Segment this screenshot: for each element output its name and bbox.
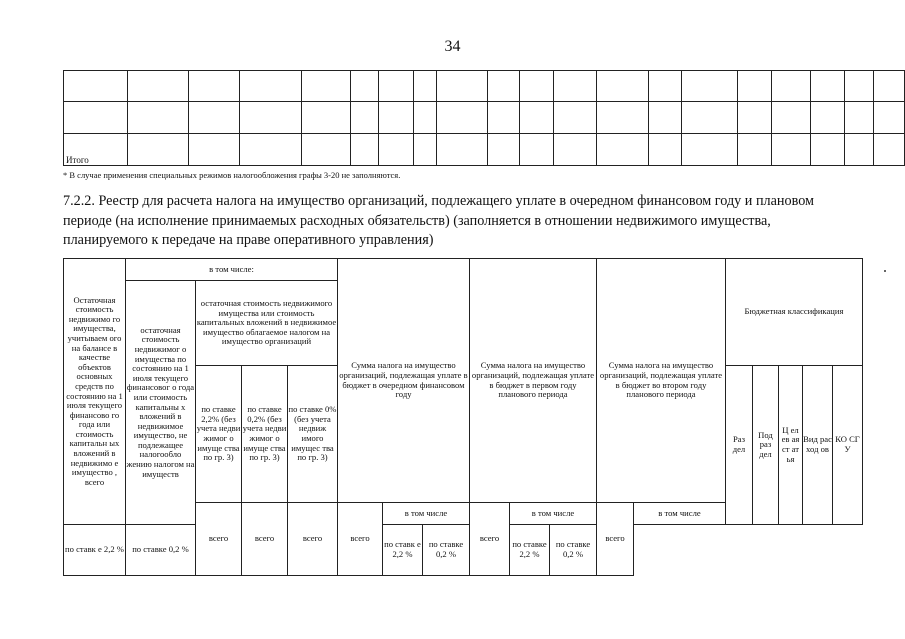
second-plan-year-rate-0-2: по ставке 0,2 %: [550, 525, 597, 576]
current-year-rate-2-2: по ставк е 2,2 %: [64, 525, 126, 576]
target-article-header: Ц ел ев ая ст ат ья: [779, 366, 803, 525]
tax-second-plan-year-header: Сумма налога на имущество организаций, подлежащая уплате в бюджет во втором году планового периода: [597, 259, 726, 503]
subsection-header: Под раз дел: [753, 366, 779, 525]
previous-registry-table: [63, 70, 905, 166]
taxable-value-group-header: остаточная стоимость недвижимого имущества или стоимость капитальных вложений в недвижимое имущество облагаемое налогом на имущество организаций: [196, 281, 338, 366]
table-row: [64, 71, 905, 102]
residual-value-header: Остаточная стоимость недвижимо го имущества, учитываем ого на балансе в качестве объектов основных средств по состоянию на 1 июля текущего финансово го года или стоимость капитальн ых вложений в недвижимо е имущество , всего: [64, 259, 126, 525]
rate-2-2-total: всего: [196, 503, 242, 576]
second-plan-year-including: в том числе: [634, 503, 726, 525]
table-row-total: [64, 134, 905, 166]
current-year-rate-0-2: по ставке 0,2 %: [126, 525, 196, 576]
rate-0-header: по ставке 0% (без учета недвиж имого имущес тва по гр. 3): [288, 366, 338, 503]
tax-current-year-header: Сумма налога на имущество организаций, подлежащая уплате в бюджет в очередном финансовом году: [338, 259, 470, 503]
expense-type-header: Вид рас ход ов: [803, 366, 833, 525]
not-taxable-value-header: остаточная стоимость недвижимог о имущества по состоянию на 1 июля текущего финансовог о года или стоимость капитальны х вложений в недвижимое имущество, не подлежащее налогообло жению налогом на имуществ: [126, 281, 196, 525]
tax-first-plan-year-header: Сумма налога на имущество организаций, подлежащая уплате в бюджет в первом году планового периода: [470, 259, 597, 503]
section-heading: 7.2.2. Реестр для расчета налога на имущество организаций, подлежащего уплате в очередном финансовом году и плановом периоде (на исполнение принимаемых расходных обязательств) (заполняется в отношении недвижимого имущества, планируемого к передаче на праве оперативного управления): [63, 193, 815, 248]
page-number: 34: [444, 38, 461, 55]
in-that-number-header: в том числе:: [126, 259, 338, 281]
total-label: Итого: [64, 134, 128, 166]
second-plan-year-total: всего: [597, 503, 634, 576]
first-plan-year-rate-0-2: по ставке 0,2 %: [423, 525, 470, 576]
rate-0-total: всего: [288, 503, 338, 576]
budget-classification-header: Бюджетная классификация: [726, 259, 863, 366]
table-row: [64, 102, 905, 134]
second-plan-year-rate-2-2: по ставке 2,2 %: [510, 525, 550, 576]
first-plan-year-total: всего: [470, 503, 510, 576]
kosgu-header: КО СГ У: [833, 366, 863, 525]
registry-table: [63, 258, 863, 576]
scan-dot: [884, 270, 886, 272]
rate-0-2-total: всего: [242, 503, 288, 576]
footnote: * В случае применения специальных режимов налогообложения графы 3-20 не заполняются.: [63, 170, 401, 180]
first-plan-year-rate-2-2: по ставк е 2,2 %: [383, 525, 423, 576]
rate-0-2-header: по ставке 0,2% (без учета недви жимог о имуще ства по гр. 3): [242, 366, 288, 503]
rate-2-2-header: по ставке 2,2% (без учета недви жимог о имуще ства по гр. 3): [196, 366, 242, 503]
first-plan-year-including: в том числе: [510, 503, 597, 525]
section-header: Раз дел: [726, 366, 753, 525]
current-year-total: всего: [338, 503, 383, 576]
current-year-including: в том числе: [383, 503, 470, 525]
